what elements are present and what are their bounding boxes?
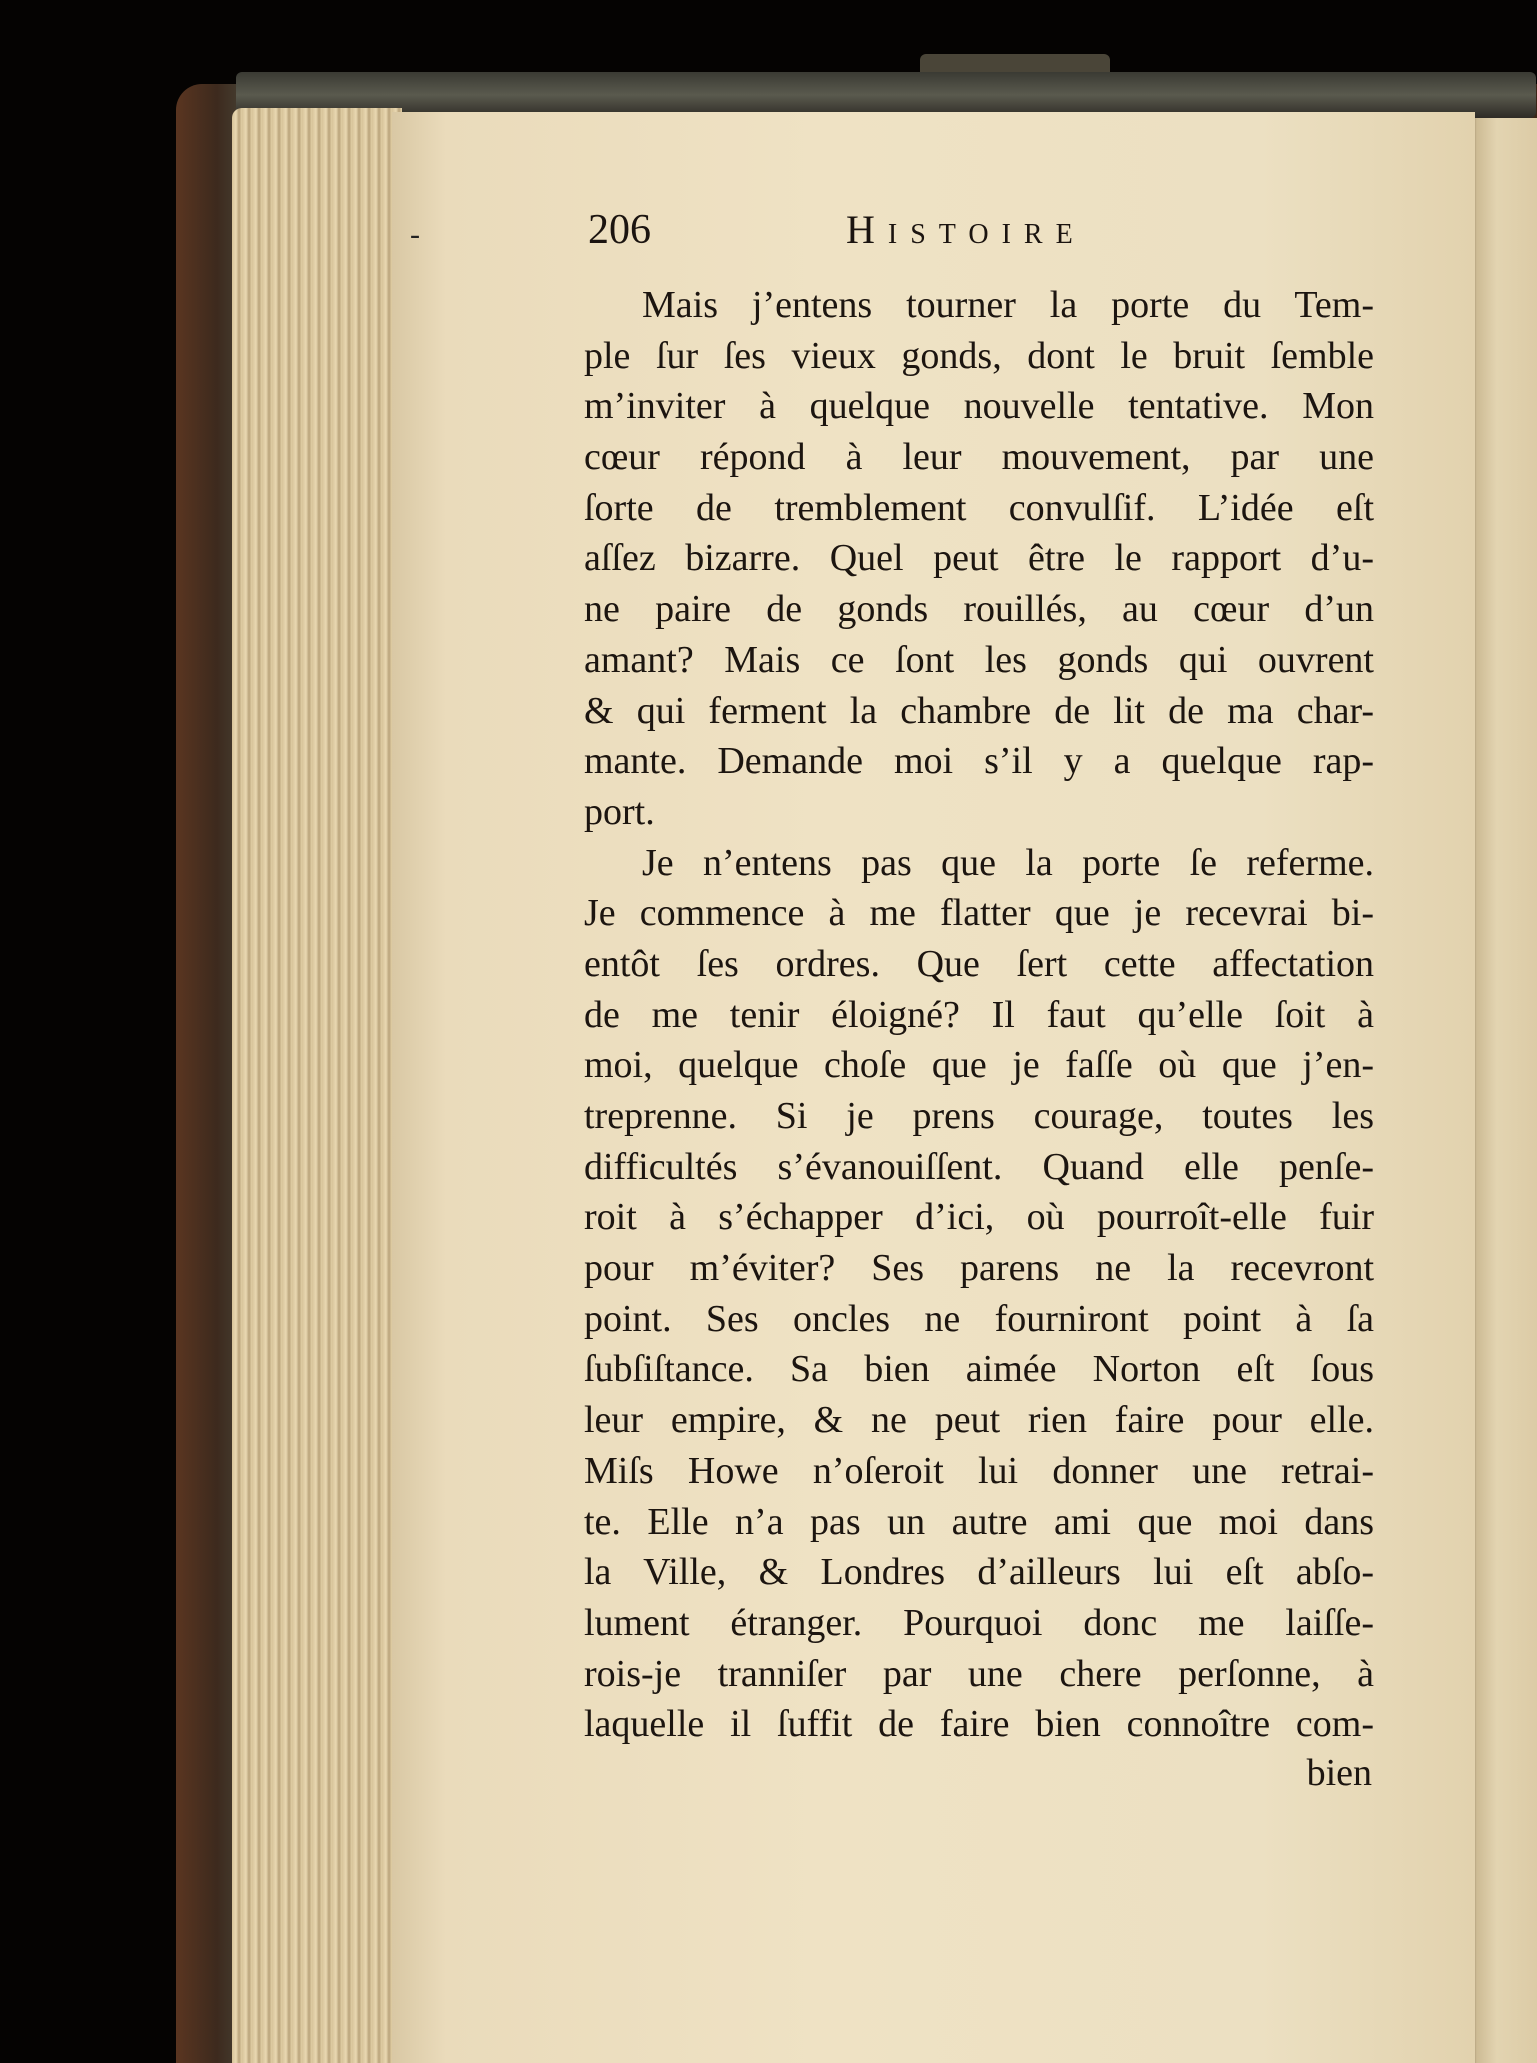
text-line: ne paire de gonds rouillés, au cœur d’un — [584, 588, 1374, 631]
page-edges — [232, 108, 402, 2063]
text-line: rois-je tranniſer par une chere perſonne, à — [584, 1652, 1374, 1695]
catchword: bien — [1306, 1752, 1372, 1794]
text-line: m’inviter à quelque nouvelle tentative. Mon — [584, 385, 1374, 428]
text-line: mante. Demande moi s’il y a quelque rap- — [584, 740, 1374, 783]
text-line: Je n’entens pas que la porte ſe referme. — [642, 841, 1374, 884]
text-line: ſorte de tremblement convulſif. L’idée eſt — [584, 486, 1374, 529]
text-line: Miſs Howe n’oſeroit lui donner une retrai- — [584, 1449, 1374, 1492]
text-line: lument étranger. Pourquoi donc me laiſſe- — [584, 1601, 1374, 1644]
page-header — [588, 205, 1288, 265]
text-line: de me tenir éloigné? Il faut qu’elle ſoit à — [584, 993, 1374, 1036]
text-line: te. Elle n’a pas un autre ami que moi dans — [584, 1500, 1374, 1543]
text-line: treprenne. Si je prens courage, toutes les — [584, 1095, 1374, 1137]
text-line: amant? Mais ce ſont les gonds qui ouvrent — [584, 638, 1374, 681]
text-line: aſſez bizarre. Quel peut être le rapport d’u- — [584, 537, 1374, 580]
body-text — [584, 280, 1374, 1750]
text-line: entôt ſes ordres. Que ſert cette affectation — [584, 942, 1374, 985]
text-line: & qui ferment la chambre de lit de ma char- — [584, 689, 1374, 732]
margin-mark: - — [410, 218, 420, 251]
running-head: Histoire — [846, 207, 1086, 252]
text-line: cœur répond à leur mouvement, par une — [584, 436, 1374, 479]
text-line: Je commence à me flatter que je recevrai bi- — [584, 892, 1374, 935]
text-line: laquelle il ſuffit de faire bien connoître com- — [584, 1703, 1374, 1746]
text-line: port. — [584, 790, 655, 833]
text-line: Mais j’entens tourner la porte du Tem- — [642, 284, 1374, 326]
text-line: roit à s’échapper d’ici, où pourroît-elle fuir — [584, 1196, 1374, 1239]
text-line: moi, quelque choſe que je faſſe où que j’en- — [584, 1044, 1374, 1087]
text-line: pour m’éviter? Ses parens ne la recevront — [584, 1247, 1374, 1290]
text-line: la Ville, & Londres d’ailleurs lui eſt abſo- — [584, 1551, 1374, 1594]
text-line: leur empire, & ne peut rien faire pour elle. — [584, 1399, 1374, 1442]
text-line: difficultés s’évanouiſſent. Quand elle penſe- — [584, 1145, 1374, 1188]
page-number: 206 — [588, 207, 651, 253]
text-line: point. Ses oncles ne fourniront point à ſa — [584, 1297, 1374, 1340]
facing-page — [1470, 118, 1537, 2063]
text-line: ſubſiſtance. Sa bien aimée Norton eſt ſous — [584, 1348, 1374, 1391]
text-line: ple ſur ſes vieux gonds, dont le bruit ſemble — [584, 334, 1374, 377]
